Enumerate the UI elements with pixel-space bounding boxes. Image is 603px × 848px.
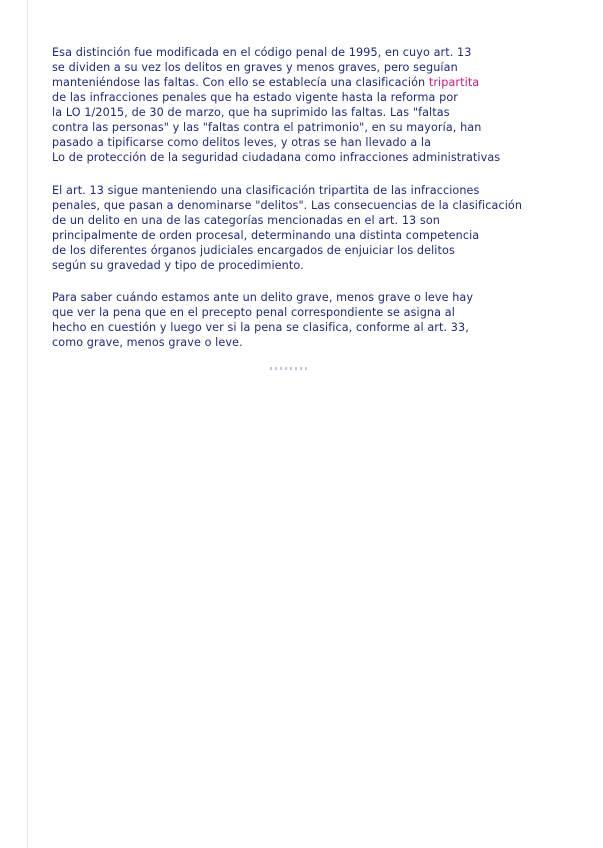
page-edge-line — [27, 0, 28, 848]
paragraph-2 — [52, 183, 600, 273]
text-line: hecho en cuestión y luego ver si la pena se clasifica, conforme al art. 33, — [52, 321, 469, 334]
text-line: penales, que pasan a denominarse "delitos". Las consecuencias de la clasificación — [52, 199, 523, 212]
text-line: como grave, menos grave o leve. — [52, 336, 243, 349]
text-line: El art. 13 sigue manteniendo una clasificación tripartita de las infracciones — [52, 184, 480, 197]
text-line: según su gravedad y tipo de procedimiento. — [52, 259, 304, 272]
text-line: la LO 1/2015, de 30 de marzo, que ha suprimido las faltas. Las "faltas — [52, 106, 450, 119]
text-line: de un delito en una de las categorías mencionadas en el art. 13 son — [52, 214, 440, 227]
paragraph-1 — [52, 45, 600, 165]
text-segment: manteniéndose las faltas. Con ello se establecía una clasificación — [52, 76, 429, 89]
text-line: pasado a tipificarse como delitos leves, y otras se han llevado a la — [52, 136, 432, 149]
paragraph-3 — [52, 290, 600, 350]
text-line: se dividen a su vez los delitos en graves y menos graves, pero seguían — [52, 61, 458, 74]
text-line: Esa distinción fue modificada en el código penal de 1995, en cuyo art. 13 — [52, 46, 472, 59]
text-line: de las infracciones penales que ha estado vigente hasta la reforma por — [52, 91, 458, 104]
text-line: que ver la pena que en el precepto penal correspondiente se asigna al — [52, 306, 455, 319]
ink-smudge — [270, 367, 308, 370]
text-line — [52, 75, 600, 90]
text-line: de los diferentes órganos judiciales encargados de enjuiciar los delitos — [52, 244, 455, 257]
highlighted-word: tripartita — [428, 76, 480, 89]
text-line: contra las personas" y las "faltas contra el patrimonio", en su mayoría, han — [52, 121, 482, 134]
text-line: Para saber cuándo estamos ante un delito grave, menos grave o leve hay — [52, 291, 474, 304]
text-line: principalmente de orden procesal, determinando una distinta competencia — [52, 229, 480, 242]
text-line: Lo de protección de la seguridad ciudadana como infracciones administrativas — [52, 151, 501, 164]
